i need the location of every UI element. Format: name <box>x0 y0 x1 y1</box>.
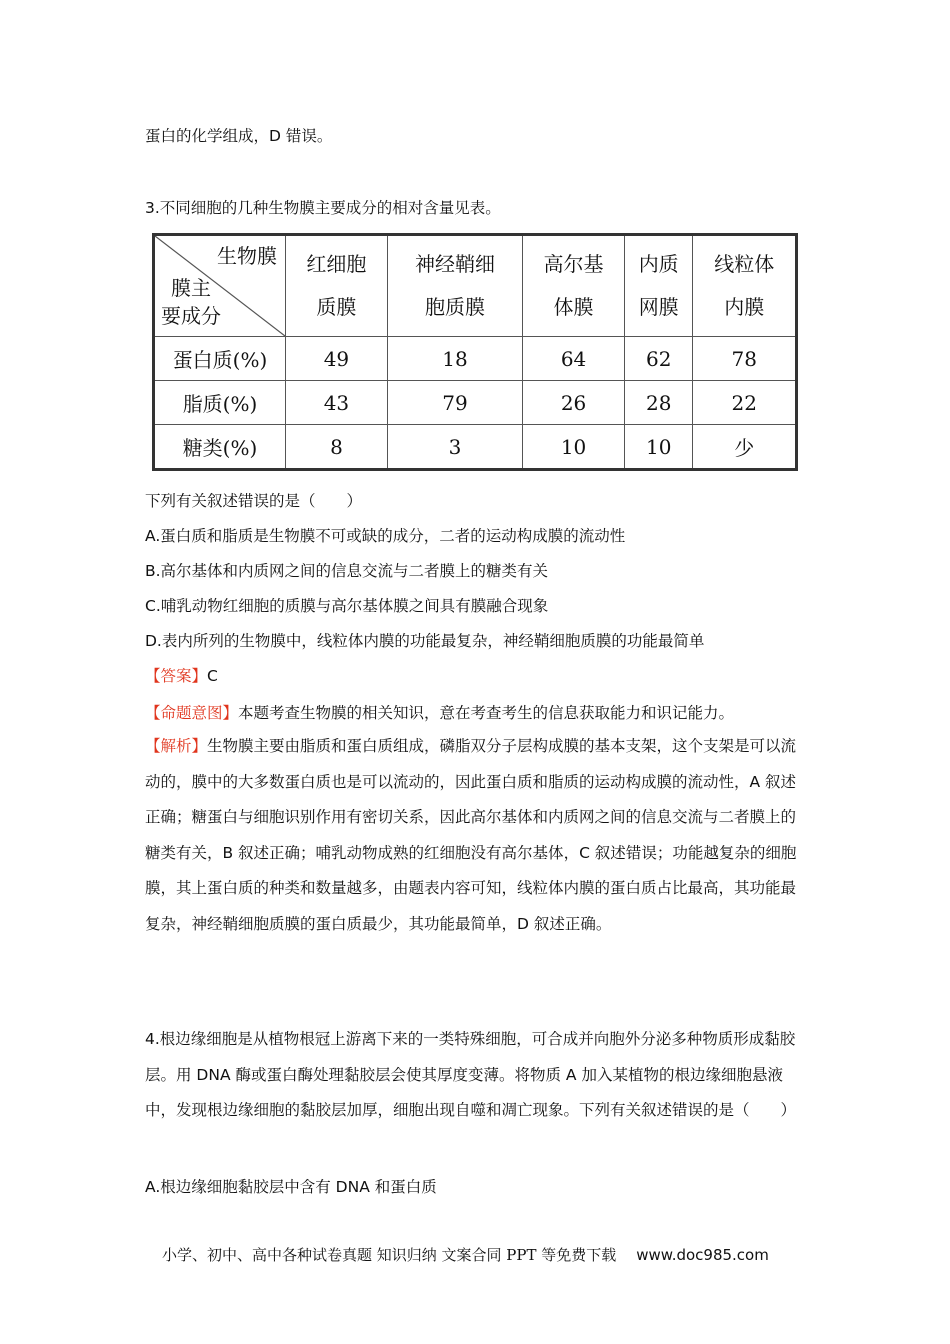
row-label: 蛋白质(%) <box>154 337 286 381</box>
option-b: B.高尔基体和内质网之间的信息交流与二者膜上的糖类有关 <box>145 562 549 580</box>
intent-text: 本题考查生物膜的相关知识，意在考查考生的信息获取能力和识记能力。 <box>238 704 735 722</box>
table-cell: 少 <box>693 425 797 470</box>
question-4-option-a: A.根边缘细胞黏胶层中含有 DNA 和蛋白质 <box>145 1178 437 1196</box>
answer-line <box>145 666 805 686</box>
column-header-mito-inner-membrane: 线粒体 内膜 <box>693 235 797 337</box>
table-corner-cell <box>154 235 286 337</box>
table-row-lipid <box>154 381 797 425</box>
corner-label-membrane: 生物膜 <box>217 244 277 268</box>
table-cell: 10 <box>523 425 625 470</box>
column-header-er-membrane: 内质 网膜 <box>624 235 692 337</box>
table-row-sugar <box>154 425 797 470</box>
table-cell: 64 <box>523 337 625 381</box>
column-header-schwann-membrane: 神经鞘细 胞质膜 <box>387 235 522 337</box>
table-cell: 43 <box>286 381 388 425</box>
table-cell: 18 <box>387 337 522 381</box>
page-footer <box>162 1245 769 1265</box>
table-cell: 22 <box>693 381 797 425</box>
table-cell: 28 <box>624 381 692 425</box>
intent-line <box>145 703 805 723</box>
row-label: 脂质(%) <box>154 381 286 425</box>
table-cell: 10 <box>624 425 692 470</box>
option-c: C.哺乳动物红细胞的质膜与高尔基体膜之间具有膜融合现象 <box>145 597 549 615</box>
option-a: A.蛋白质和脂质是生物膜不可或缺的成分，二者的运动构成膜的流动性 <box>145 527 626 545</box>
table-cell: 62 <box>624 337 692 381</box>
table-cell: 79 <box>387 381 522 425</box>
table-cell: 26 <box>523 381 625 425</box>
table-row-protein <box>154 337 797 381</box>
membrane-composition-table <box>152 233 798 471</box>
analysis-paragraph <box>145 729 805 942</box>
answer-value: C <box>207 667 218 685</box>
analysis-tag: 【解析】 <box>145 737 208 755</box>
analysis-text: 生物膜主要由脂质和蛋白质组成，磷脂双分子层构成膜的基本支架，这个支架是可以流动的，膜中的大多数蛋白质也是可以流动的，因此蛋白质和脂质的运动构成膜的流动性，A 叙述正确；糖蛋白与细胞识别作用有密切关系，因此高尔基体和内质网之间的信息交流与二者膜上的糖类有关，B 叙述正确；哺乳动物成熟的红细胞没有高尔基体，C 叙述错误；功能越复杂的细胞膜，其上蛋白质的种类和数量越多，由题表内容可知，线粒体内膜的蛋白质占比最高，其功能最复杂，神经鞘细胞质膜的蛋白质最少，其功能最简单，D 叙述正确。 <box>145 737 797 933</box>
footer-site-link[interactable]: www.doc985.com <box>636 1246 769 1264</box>
corner-label-component: 膜主 要成分 <box>161 276 221 328</box>
option-d: D.表内所列的生物膜中，线粒体内膜的功能最复杂，神经鞘细胞质膜的功能最简单 <box>145 632 705 650</box>
question-3-prompt: 下列有关叙述错误的是（ ） <box>145 492 363 510</box>
intent-tag: 【命题意图】 <box>145 704 239 722</box>
table-cell: 78 <box>693 337 797 381</box>
table-cell: 8 <box>286 425 388 470</box>
column-header-golgi-membrane: 高尔基 体膜 <box>523 235 625 337</box>
column-header-rbc-membrane: 红细胞 质膜 <box>286 235 388 337</box>
footer-text: 小学、初中、高中各种试卷真题 知识归纳 文案合同 PPT 等免费下载 <box>162 1246 617 1264</box>
question-4-stem: 4.根边缘细胞是从植物根冠上游离下来的一类特殊细胞，可合成并向胞外分泌多种物质形成黏胶层。用 DNA 酶或蛋白酶处理黏胶层会使其厚度变薄。将物质 A 加入某植物的根边缘细胞悬液中，发现根边缘细胞的黏胶层加厚，细胞出现自噬和凋亡现象。下列有关叙述错误的是（ ） <box>145 1030 797 1119</box>
answer-tag: 【答案】 <box>145 667 208 685</box>
table-cell: 49 <box>286 337 388 381</box>
question-3-stem: 3.不同细胞的几种生物膜主要成分的相对含量见表。 <box>145 199 501 217</box>
table-cell: 3 <box>387 425 522 470</box>
row-label: 糖类(%) <box>154 425 286 470</box>
prev-answer-continuation: 蛋白的化学组成，D 错误。 <box>145 127 333 145</box>
